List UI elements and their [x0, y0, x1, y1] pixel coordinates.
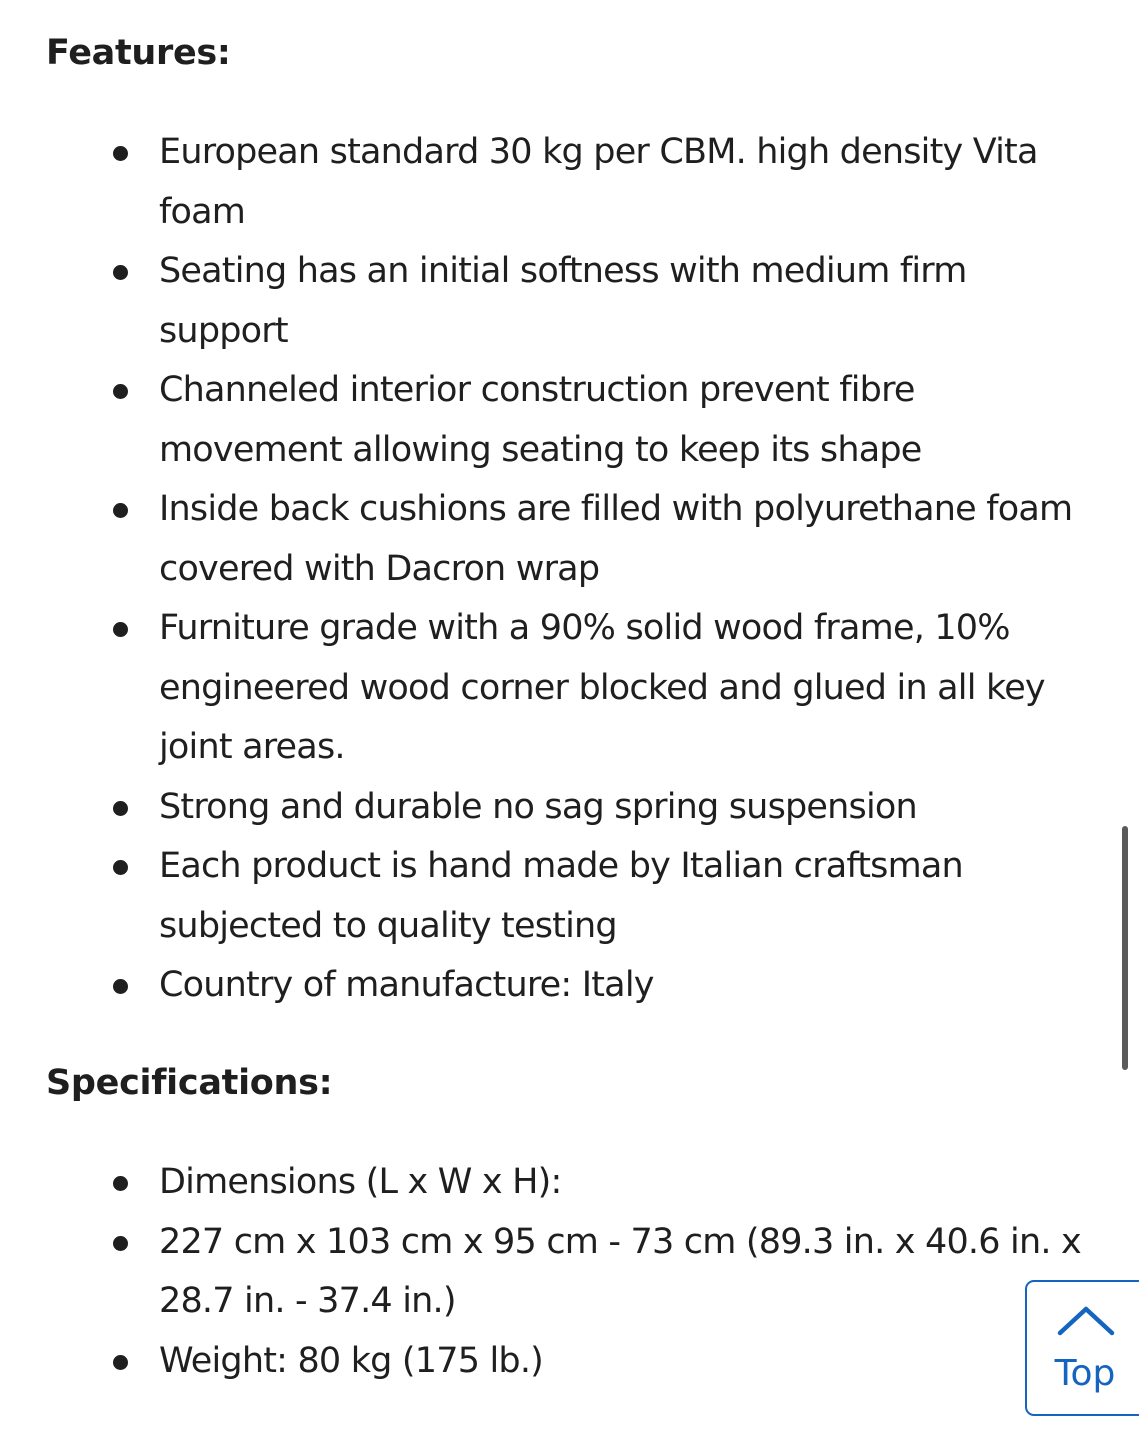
- list-item: [0, 480, 1139, 599]
- list-item: [0, 599, 1139, 778]
- bullet-icon: [113, 1355, 128, 1370]
- specifications-heading: Specifications:: [46, 1063, 333, 1103]
- bullet-icon: [113, 622, 128, 637]
- list-item: [0, 242, 1139, 361]
- bullet-icon: [113, 979, 128, 994]
- list-item-text: Each product is hand made by Italian craftsman subjected to quality testing: [159, 846, 963, 946]
- specifications-list: [0, 1153, 1139, 1391]
- list-item-text: Country of manufacture: Italy: [159, 965, 654, 1005]
- list-item-text: European standard 30 kg per CBM. high density Vita foam: [159, 132, 1038, 232]
- list-item-text: Strong and durable no sag spring suspension: [159, 786, 917, 827]
- list-item: [0, 123, 1139, 242]
- scrollbar[interactable]: [1119, 826, 1131, 1070]
- bullet-icon: [113, 384, 128, 399]
- bullet-icon: [113, 801, 128, 816]
- features-list: [0, 123, 1139, 1016]
- list-item-text: Inside back cushions are filled with polyurethane foam covered with Dacron wrap: [159, 489, 1073, 589]
- list-item: [0, 1213, 1139, 1332]
- chevron-up-icon: [1056, 1304, 1116, 1336]
- scrollbar-thumb[interactable]: [1122, 826, 1128, 1070]
- list-item: [0, 361, 1139, 480]
- list-item: [0, 1153, 1139, 1213]
- list-item-text: Furniture grade with a 90% solid wood frame, 10% engineered wood corner blocked and glued in all key joint areas.: [159, 608, 1045, 767]
- bullet-icon: [113, 1176, 128, 1191]
- list-item: [0, 837, 1139, 956]
- list-item-text: 227 cm x 103 cm x 95 cm - 73 cm (89.3 in. x 40.6 in. x 28.7 in. - 37.4 in.): [159, 1221, 1081, 1321]
- bullet-icon: [113, 146, 128, 161]
- list-item: [0, 1332, 1139, 1392]
- list-item-text: Dimensions (L x W x H):: [159, 1162, 562, 1202]
- bullet-icon: [113, 503, 128, 518]
- bullet-icon: [113, 860, 128, 875]
- back-to-top-button[interactable]: [1025, 1280, 1139, 1416]
- features-heading: Features:: [46, 33, 231, 73]
- list-item-text: Weight: 80 kg (175 lb.): [159, 1340, 544, 1381]
- list-item-text: Channeled interior construction prevent fibre movement allowing seating to keep its shape: [159, 370, 922, 470]
- bullet-icon: [113, 1236, 128, 1251]
- back-to-top-label: Top: [1054, 1353, 1116, 1394]
- list-item: [0, 956, 1139, 1016]
- bullet-icon: [113, 265, 128, 280]
- list-item-text: Seating has an initial softness with medium firm support: [159, 251, 967, 351]
- list-item: [0, 778, 1139, 838]
